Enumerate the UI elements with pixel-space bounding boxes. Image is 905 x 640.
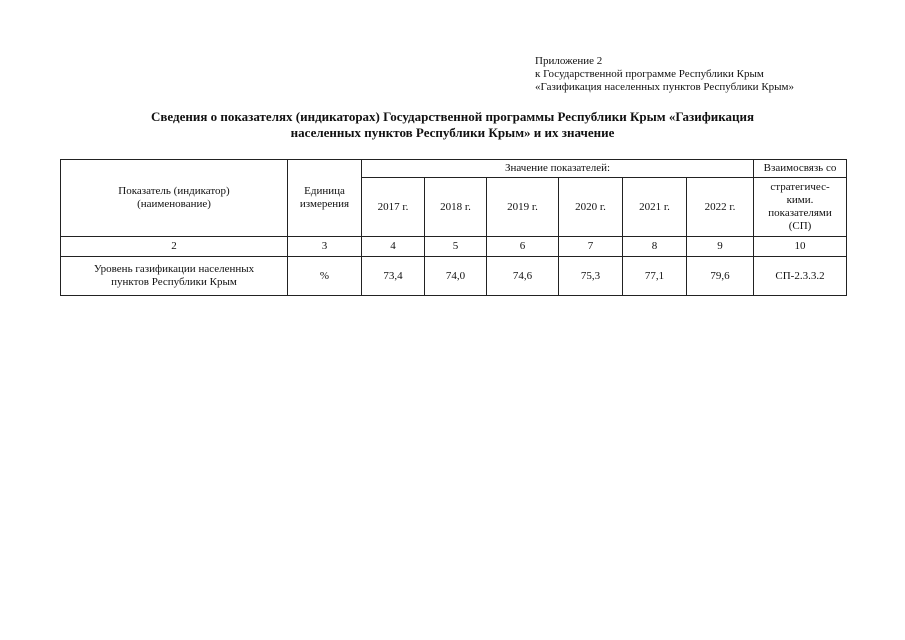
row-unit: % (288, 257, 362, 296)
annex-line-2: к Государственной программе Республики Крым (535, 68, 764, 80)
header-link-line-3: кими. (786, 194, 814, 206)
column-number-3: 3 (288, 237, 362, 257)
column-number-10: 10 (754, 237, 847, 257)
header-link-top: Взаимосвязь со (754, 160, 847, 178)
header-unit-line-2: измерения (299, 198, 350, 210)
row-indicator-name-line-1: Уровень газификации населенных (93, 263, 255, 275)
row-value-2020: 75,3 (559, 257, 623, 296)
header-year-2019: 2019 г. (487, 178, 559, 237)
header-indicator-line-1: Показатель (индикатор) (118, 185, 230, 197)
header-link-bottom (754, 178, 847, 237)
document-title (60, 109, 845, 141)
header-unit-line-1: Единица (304, 185, 345, 197)
row-value-2017: 73,4 (362, 257, 425, 296)
row-indicator-name (61, 257, 288, 296)
header-year-2017: 2017 г. (362, 178, 425, 237)
header-year-2022: 2022 г. (687, 178, 754, 237)
table-row (61, 257, 847, 296)
header-link-line-5: (СП) (788, 220, 812, 232)
column-numbers-row (61, 237, 847, 257)
column-number-5: 5 (425, 237, 487, 257)
header-values-group: Значение показателей: (362, 160, 754, 178)
indicators-table (60, 159, 847, 296)
column-number-4: 4 (362, 237, 425, 257)
column-number-9: 9 (687, 237, 754, 257)
document-title-line-1: Сведения о показателях (индикаторах) Государственной программы Республики Крым «Газификация (151, 109, 754, 124)
header-year-2021: 2021 г. (623, 178, 687, 237)
document-title-line-2: населенных пунктов Республики Крым» и их значение (290, 125, 615, 140)
header-link-line-4: показателями (768, 207, 832, 219)
header-unit (288, 160, 362, 237)
header-year-2018: 2018 г. (425, 178, 487, 237)
row-strategic-link: СП-2.3.3.2 (754, 257, 847, 296)
header-link-line-2: стратегичес- (770, 181, 830, 193)
row-value-2018: 74,0 (425, 257, 487, 296)
header-indicator-line-2: (наименование) (137, 198, 211, 210)
annex-line-3: «Газификация населенных пунктов Республики Крым» (535, 81, 795, 93)
row-value-2019: 74,6 (487, 257, 559, 296)
annex-block (535, 55, 794, 94)
annex-line-1: Приложение 2 (535, 55, 603, 67)
column-number-8: 8 (623, 237, 687, 257)
column-number-6: 6 (487, 237, 559, 257)
header-indicator (61, 160, 288, 237)
row-value-2022: 79,6 (687, 257, 754, 296)
column-number-7: 7 (559, 237, 623, 257)
column-number-2: 2 (61, 237, 288, 257)
row-indicator-name-line-2: пунктов Республики Крым (111, 276, 237, 288)
header-year-2020: 2020 г. (559, 178, 623, 237)
row-value-2021: 77,1 (623, 257, 687, 296)
